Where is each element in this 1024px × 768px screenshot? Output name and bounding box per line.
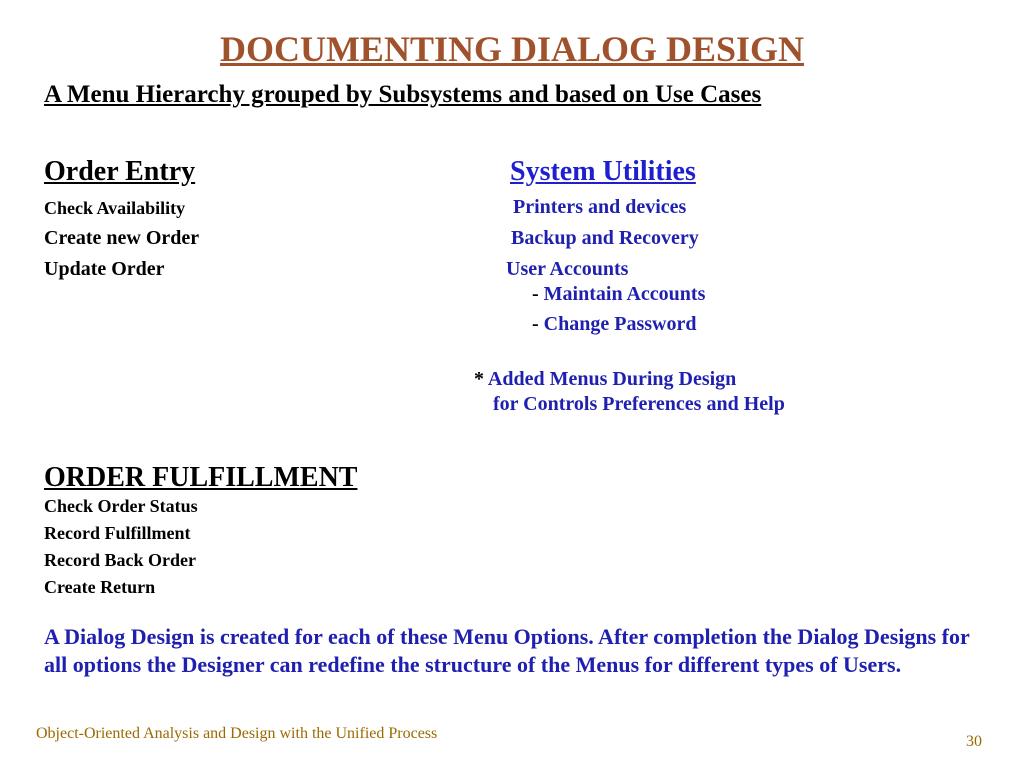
system-utilities-item-backup: Backup and Recovery [511,227,699,249]
slide-title: DOCUMENTING DIALOG DESIGN [219,29,805,69]
page-number: 30 [966,733,982,750]
note-asterisk: * [474,368,484,390]
order-fulfillment-item-record-fulfillment: Record Fulfillment [44,523,191,543]
order-fulfillment-item-check-status: Check Order Status [44,496,198,516]
subitem-label: Maintain Accounts [543,283,706,305]
added-menus-note [474,368,736,391]
subitem-dash: - [532,313,539,335]
slide-subtitle: A Menu Hierarchy grouped by Subsystems and based on Use Cases [44,81,762,108]
order-entry-heading: Order Entry [44,156,196,187]
subitem-dash: - [532,283,539,305]
system-utilities-heading: System Utilities [510,156,696,187]
order-entry-item-check-availability: Check Availability [44,198,186,218]
order-fulfillment-item-record-back-order: Record Back Order [44,550,196,570]
order-entry-item-update-order: Update Order [44,258,165,280]
note-line-2: for Controls Preferences and Help [493,393,785,415]
system-utilities-item-printers: Printers and devices [513,196,687,218]
subitem-label: Change Password [543,313,697,335]
note-line-1: Added Menus During Design [487,368,737,390]
footer-text: Object-Oriented Analysis and Design with the Unified Process [36,725,438,742]
order-entry-item-create-new-order: Create new Order [44,227,200,249]
order-fulfillment-item-create-return: Create Return [44,577,156,597]
system-utilities-subitem-maintain-accounts [532,283,705,306]
system-utilities-subitem-change-password [532,313,696,336]
order-fulfillment-heading: ORDER FULFILLMENT [44,462,358,493]
dialog-design-paragraph: A Dialog Design is created for each of these Menu Options. After completion the Dialog Designs for all options the Designer can redefine the structure of the Menus for different types of Users. [44,624,970,677]
system-utilities-item-user-accounts: User Accounts [506,258,629,280]
